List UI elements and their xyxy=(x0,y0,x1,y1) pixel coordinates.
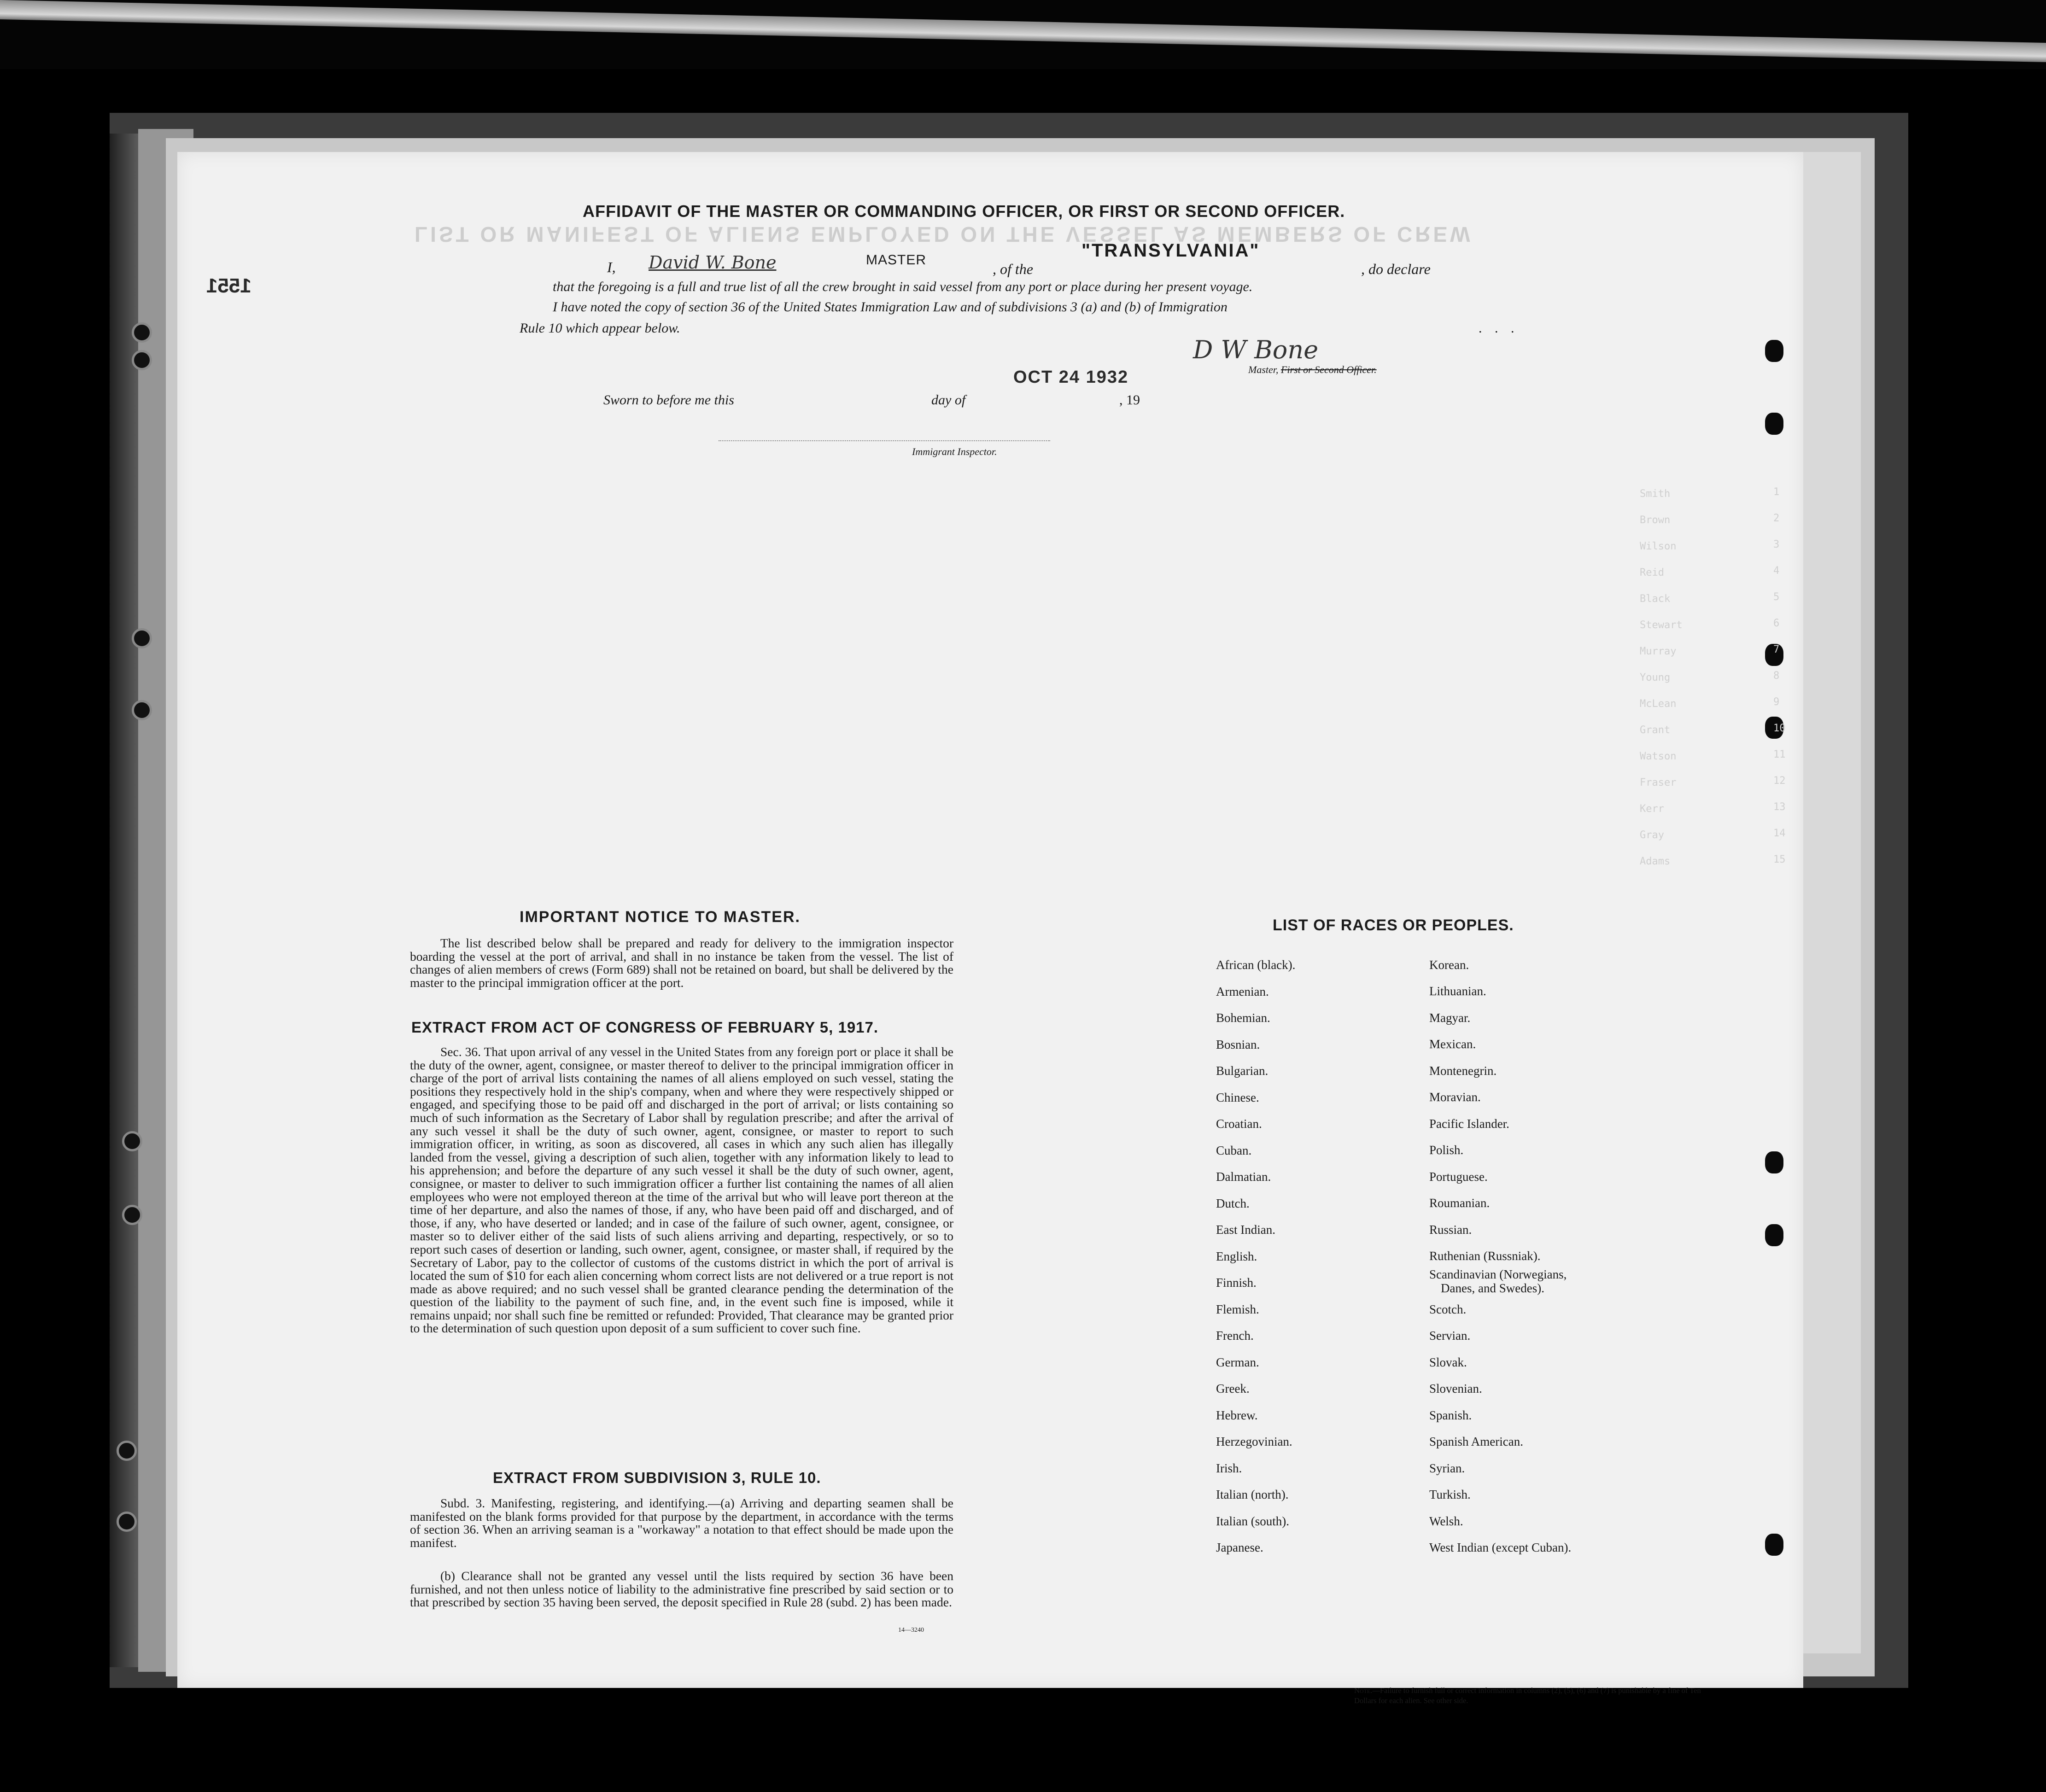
race-item: Croatian. xyxy=(1216,1117,1262,1131)
master-caption: Master, xyxy=(1248,364,1279,375)
bleed-through-name: Murray xyxy=(1640,646,1677,657)
day-of-label: day of xyxy=(931,392,966,408)
footnote-label: Note. xyxy=(1354,1686,1373,1695)
race-item: Portuguese. xyxy=(1429,1170,1488,1184)
bleed-through-row-number: 3 xyxy=(1773,539,1780,550)
race-item: Dutch. xyxy=(1216,1196,1250,1210)
footnote-text: —Failure to furnish full or correct information in columns (2), (5), (6) and (7) is punishable by a fine of Ten Dollars for each alien. See other side. xyxy=(1354,1686,1701,1705)
declaration-line: Rule 10 which appear below. xyxy=(520,321,680,336)
bleed-through-name: Stewart xyxy=(1640,619,1683,631)
race-item: French. xyxy=(1216,1329,1254,1343)
bleed-through-name: Young xyxy=(1640,672,1671,683)
extract-title: EXTRACT FROM ACT OF CONGRESS OF FEBRUARY 5, 1917. xyxy=(411,1019,879,1036)
bleed-through-name: McLean xyxy=(1640,698,1677,710)
race-item: Armenian. xyxy=(1216,984,1269,998)
do-declare-label: , do declare xyxy=(1361,261,1431,277)
race-item: Chinese. xyxy=(1216,1090,1259,1104)
bleed-through-row-number: 12 xyxy=(1773,775,1786,787)
race-item: Pacific Islander. xyxy=(1429,1117,1509,1131)
binder-hole xyxy=(132,322,152,343)
race-item: West Indian (except Cuban). xyxy=(1429,1541,1572,1554)
race-item: Roumanian. xyxy=(1429,1196,1490,1210)
race-item: Bulgarian. xyxy=(1216,1064,1269,1078)
subdivision-body-a: Subd. 3. Manifesting, registering, and identifying.—(a) Arriving and departing seamen shall be manifested on the blank forms provided for that purpose by the department, in accordance with the terms of section 36. When an arriving seaman is a "workaway" a notation to that effect should be made upon the manifest. xyxy=(410,1496,953,1550)
stamp-number: 1551 xyxy=(206,274,251,297)
race-item: Herzegovinian. xyxy=(1216,1435,1292,1448)
bleed-through-row-number: 8 xyxy=(1773,670,1780,682)
binder-hole xyxy=(1765,1151,1783,1173)
bleed-through-row-number: 10 xyxy=(1773,723,1786,734)
race-item: German. xyxy=(1216,1355,1259,1369)
race-item: Dalmatian. xyxy=(1216,1170,1271,1184)
race-item: Hebrew. xyxy=(1216,1408,1258,1422)
footnote xyxy=(1354,1686,1723,1706)
bleed-through-row-number: 9 xyxy=(1773,696,1780,708)
bleed-through-row-number: 6 xyxy=(1773,618,1780,629)
extract-body: Sec. 36. That upon arrival of any vessel in the United States from any foreign port or place it shall be the duty of the owner, agent, consignee, or master thereof to deliver to the principal immigration officer in charge of the port of arrival lists containing the names of all aliens employed on such vessel, stating the positions they respectively hold in the ship's company, when and where they were respectively shipped or engaged, and specifying those to be paid off and discharged in the port of arrival; or lists containing so much of such information as the Secretary of Labor shall by regulation prescribe; and after the arrival of any such vessel it shall be the duty of such owner, agent, consignee, or master to report to such immigration officer, in writing, as soon as discovered, all cases in which any such alien has illegally landed from the vessel, giving a description of such alien, together with any information likely to lead to his apprehension; and before the departure of any such vessel it shall be the duty of such owner, agent, consignee, or master to deliver to such immigration officer a further list containing the names of all alien employees who were not employed thereon at the time of the arrival but who will leave port thereon at the time of her departure, and also the names of those, if any, who have been paid off and discharged, and of those, if any, who have deserted or landed; and in case of the failure of such owner, agent, consignee, or master so to deliver either of the said lists of such aliens arriving and departing, respectively, or so to report such cases of desertion or landing, such owner, agent, consignee, or master shall, if required by the Secretary of Labor, pay to the collector of customs of the customs district in which the port of arrival is located the sum of $10 for each alien concerning whom correct lists are not delivered or a true report is not made as above required; and no such vessel shall be granted clearance pending the determination of the question of the liability to the payment of such fine, and, in the event such fine is imposed, while it remains unpaid; nor shall such fine be remitted or refunded: Provided, That clearance may be granted prior to the determination of such question upon deposit of a sum sufficient to cover such fine. xyxy=(410,1045,953,1336)
binder-hole xyxy=(132,628,152,648)
race-item: Bohemian. xyxy=(1216,1011,1270,1025)
declaration-line: that the foregoing is a full and true list of all the crew brought in said vessel from any port or place during her present voyage. xyxy=(553,279,1253,294)
race-item: Korean. xyxy=(1429,958,1469,972)
race-item: Danes, and Swedes). xyxy=(1441,1281,1544,1295)
bleed-through-name: Grant xyxy=(1640,724,1671,736)
bleed-through-row-number: 15 xyxy=(1773,854,1786,865)
bleed-through-row-number: 7 xyxy=(1773,644,1780,655)
declaration-dots: . . . xyxy=(1479,321,1519,336)
bleed-through-row-number: 13 xyxy=(1773,801,1786,813)
ship-name: "TRANSYLVANIA" xyxy=(1081,240,1260,261)
race-item: African (black). xyxy=(1216,958,1296,972)
year-label: , 19 xyxy=(1119,392,1140,408)
bleed-through-name: Gray xyxy=(1640,829,1664,841)
binder-hole xyxy=(1765,340,1783,362)
race-item: Slovak. xyxy=(1429,1355,1467,1369)
of-the-label: , of the xyxy=(993,261,1033,277)
binder-hole xyxy=(122,1131,142,1151)
race-item: Spanish. xyxy=(1429,1408,1472,1422)
binder-hole xyxy=(117,1512,137,1532)
race-item: Scandinavian (Norwegians, xyxy=(1429,1267,1567,1281)
bleed-through-row-number: 11 xyxy=(1773,749,1786,760)
inspector-label: Immigrant Inspector. xyxy=(912,446,997,457)
bleed-through-name: Fraser xyxy=(1640,777,1677,788)
race-item: Lithuanian. xyxy=(1429,984,1486,998)
race-item: Turkish. xyxy=(1429,1488,1471,1501)
bleed-through-title: LIST OR MANIFEST OF ALIENS EMPLOYED ON THE VESSEL AS MEMBERS OF CREW xyxy=(415,222,1473,246)
race-item: East Indian. xyxy=(1216,1223,1275,1237)
race-item: Moravian. xyxy=(1429,1090,1481,1104)
form-number: 14—3240 xyxy=(898,1627,924,1634)
bleed-through-name: Black xyxy=(1640,593,1671,605)
bleed-through-row-number: 2 xyxy=(1773,513,1780,524)
bleed-through-name: Kerr xyxy=(1640,803,1664,815)
bleed-through-name: Smith xyxy=(1640,488,1671,500)
bleed-through-name: Reid xyxy=(1640,567,1664,578)
binder-hole xyxy=(122,1205,142,1225)
race-item: Spanish American. xyxy=(1429,1435,1523,1448)
race-item: Irish. xyxy=(1216,1461,1242,1475)
bleed-through-row-number: 5 xyxy=(1773,591,1780,603)
race-item: Ruthenian (Russniak). xyxy=(1429,1249,1541,1263)
master-signature: D W Bone xyxy=(1193,335,1319,364)
binder-hole xyxy=(132,700,152,720)
binder-hole xyxy=(117,1441,137,1461)
bleed-through-row-number: 14 xyxy=(1773,828,1786,839)
sworn-label: Sworn to before me this xyxy=(603,392,734,408)
declaration-i: I, xyxy=(607,259,616,275)
inspector-signature-line xyxy=(719,440,1050,441)
race-item: Bosnian. xyxy=(1216,1037,1260,1051)
binder-hole xyxy=(1765,1534,1783,1556)
race-item: Greek. xyxy=(1216,1382,1250,1395)
race-item: Scotch. xyxy=(1429,1302,1467,1316)
race-item: Mexican. xyxy=(1429,1037,1476,1051)
binder-hole xyxy=(1765,1224,1783,1246)
date-stamp: OCT 24 1932 xyxy=(1013,368,1129,387)
notice-body: The list described below shall be prepared and ready for delivery to the immigration inspector boarding the vessel at the port of arrival, and shall in no instance be taken from the vessel. The list of changes of alien members of crews (Form 689) shall not be retained on board, but shall be delivered by the master to the principal immigration officer at the port. xyxy=(410,936,953,990)
affidavit-title: AFFIDAVIT OF THE MASTER OR COMMANDING OFFICER, OR FIRST OR SECOND OFFICER. xyxy=(583,202,1345,221)
bleed-through-name: Watson xyxy=(1640,751,1677,762)
master-signature-name: David W. Bone xyxy=(649,252,777,273)
notice-title: IMPORTANT NOTICE TO MASTER. xyxy=(520,908,801,926)
race-item: Slovenian. xyxy=(1429,1382,1482,1395)
right-page-edge xyxy=(1796,152,1861,1653)
bleed-through-name: Brown xyxy=(1640,514,1671,526)
bleed-through-row-number: 1 xyxy=(1773,486,1780,498)
race-item: Russian. xyxy=(1429,1223,1472,1237)
race-item: Japanese. xyxy=(1216,1541,1263,1554)
race-item: Flemish. xyxy=(1216,1302,1259,1316)
signature-caption xyxy=(1248,364,1377,376)
binder-hole xyxy=(132,350,152,370)
subdivision-title: EXTRACT FROM SUBDIVISION 3, RULE 10. xyxy=(493,1469,821,1486)
race-item: Welsh. xyxy=(1429,1514,1463,1528)
manifest-page xyxy=(177,152,1803,1688)
subdivision-body-b: (b) Clearance shall not be granted any vessel until the lists required by section 36 have been furnished, and not then unless notice of liability to the administrative fine prescribed by said section or to that prescribed by section 35 having been served, the deposit specified in Rule 28 (subd. 2) has been made. xyxy=(410,1569,953,1610)
bleed-through-row-number: 4 xyxy=(1773,565,1780,577)
binder-hole xyxy=(1765,413,1783,435)
race-item: Cuban. xyxy=(1216,1143,1252,1157)
race-item: Italian (south). xyxy=(1216,1514,1289,1528)
bleed-through-name: Wilson xyxy=(1640,541,1677,552)
master-label: MASTER xyxy=(866,252,927,268)
race-item: Italian (north). xyxy=(1216,1488,1289,1501)
race-item: Finnish. xyxy=(1216,1276,1257,1290)
race-item: Polish. xyxy=(1429,1143,1464,1157)
race-item: Syrian. xyxy=(1429,1461,1465,1475)
race-item: English. xyxy=(1216,1249,1257,1263)
race-item: Magyar. xyxy=(1429,1011,1471,1025)
race-item: Servian. xyxy=(1429,1329,1471,1343)
declaration-line: I have noted the copy of section 36 of the United States Immigration Law and of subdivisions 3 (a) and (b) of Immigration xyxy=(553,299,1228,315)
races-title: LIST OF RACES OR PEOPLES. xyxy=(1273,916,1514,934)
bleed-through-name: Adams xyxy=(1640,856,1671,867)
struck-officer-caption: First or Second Officer. xyxy=(1280,364,1377,375)
race-item: Montenegrin. xyxy=(1429,1064,1497,1078)
